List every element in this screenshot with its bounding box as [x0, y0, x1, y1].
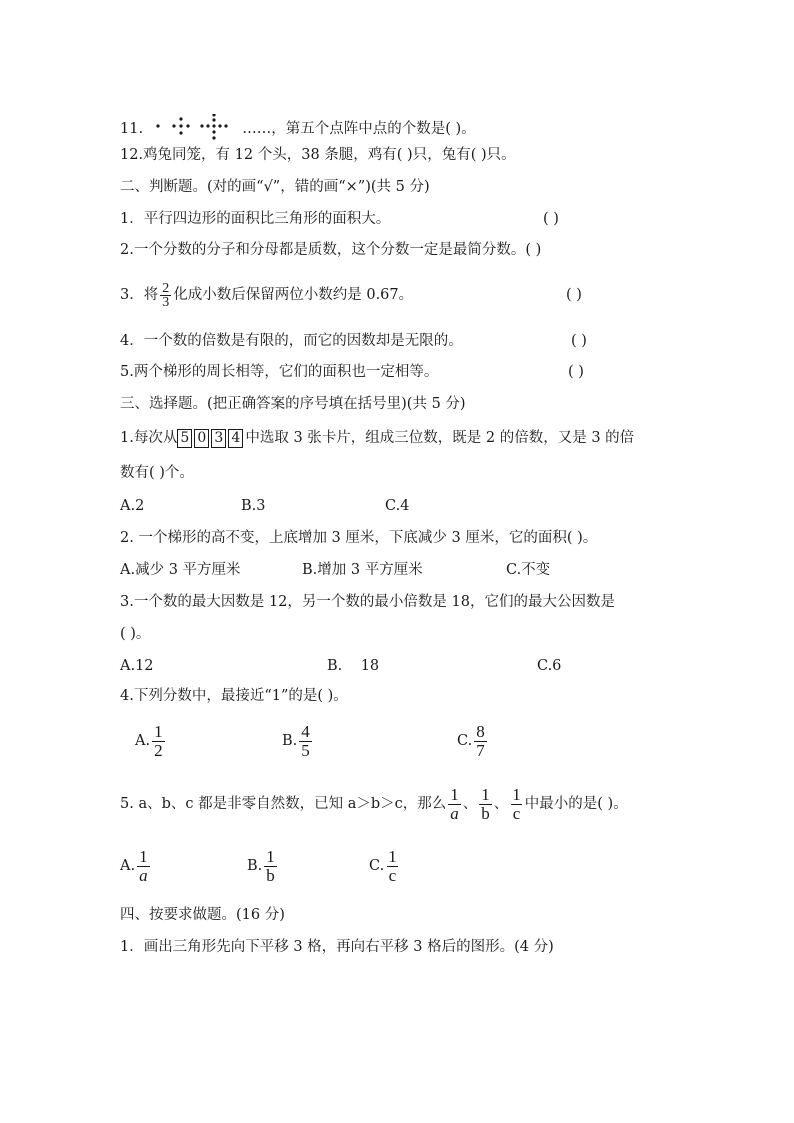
- choice-2-option-a[interactable]: A.减少 3 平方厘米: [120, 562, 241, 578]
- judge-question-1: 1．平行四边形的面积比三角形的面积大。: [120, 211, 391, 227]
- fraction-one-over-b: [264, 848, 277, 885]
- option-label: A.: [120, 858, 136, 874]
- choice-1-option-b[interactable]: B.3: [241, 498, 266, 514]
- judge-question-4: 4．一个数的倍数是有限的，而它的因数却是无限的。: [120, 333, 463, 349]
- judge-question-2: 2.一个分数的分子和分母都是质数，这个分数一定是最简分数。( ): [120, 242, 542, 258]
- fraction-denominator: 5: [301, 740, 310, 760]
- digit-card-5: 5: [177, 429, 192, 448]
- choice-5-option-a[interactable]: [120, 845, 152, 887]
- judge-answer-3[interactable]: ( ): [566, 287, 582, 303]
- choice-question-1-prefix: 1.每次从: [120, 430, 178, 446]
- fraction-four-fifths: [299, 723, 312, 760]
- dot-pattern-3: [200, 114, 227, 140]
- digit-card-0: 0: [194, 429, 209, 448]
- choice-4-option-a[interactable]: [135, 720, 167, 762]
- choice-question-2: 2. 一个梯形的高不变，上底增加 3 厘米，下底减少 3 厘米，它的面积( )。: [120, 530, 598, 546]
- judge-question-3-suffix: 化成小数后保留两位小数约是 0.67。: [173, 287, 414, 303]
- fraction-two-thirds: [160, 282, 171, 309]
- fraction-one-over-c: [386, 848, 399, 885]
- choice-2-option-c[interactable]: C.不变: [506, 562, 551, 578]
- judge-question-5: 5.两个梯形的周长相等，它们的面积也一定相等。: [120, 364, 439, 380]
- fraction-denominator: a: [139, 865, 148, 885]
- section-3-title: 三、选择题。(把正确答案的序号填在括号里)(共 5 分): [120, 396, 466, 412]
- fraction-numerator: 2: [162, 280, 170, 296]
- judge-answer-5[interactable]: ( ): [568, 364, 584, 380]
- choice-question-3-cont: ( )。: [120, 626, 151, 642]
- fraction-denominator: 7: [476, 740, 485, 760]
- digit-card-3: 3: [211, 429, 226, 448]
- question-11: [120, 114, 476, 144]
- fraction-eight-sevenths: [474, 723, 487, 760]
- section-4-question-1: 1．画出三角形先向下平移 3 格，再向右平移 3 格后的图形。(4 分): [120, 939, 554, 955]
- fraction-numerator: 1: [266, 846, 275, 866]
- fraction-numerator: 8: [476, 721, 485, 741]
- fraction-numerator: 1: [450, 784, 459, 804]
- dot-pattern-2: [172, 117, 189, 134]
- question-11-number: 11.: [120, 121, 144, 137]
- choice-4-option-b[interactable]: [282, 720, 314, 762]
- choice-question-5: [120, 783, 628, 825]
- fraction-denominator: 2: [154, 740, 163, 760]
- fraction-denominator: c: [512, 803, 521, 823]
- choice-5-option-b[interactable]: [247, 845, 279, 887]
- choice-5-option-c[interactable]: [369, 845, 401, 887]
- choice-2-option-b[interactable]: B.增加 3 平方厘米: [302, 562, 423, 578]
- fraction-one-half: [152, 723, 165, 760]
- separator: 、: [493, 796, 509, 812]
- fraction-one-over-a: [448, 786, 461, 823]
- question-11-text: ，第五个点阵中点的个数是( )。: [271, 121, 476, 137]
- ellipsis: ……: [242, 121, 272, 137]
- fraction-one-over-c: [510, 786, 523, 823]
- judge-question-3: [120, 278, 413, 312]
- choice-question-5-suffix: 中最小的是( )。: [524, 796, 628, 812]
- fraction-numerator: 4: [301, 721, 310, 741]
- question-12: 12.鸡兔同笼，有 12 个头，38 条腿，鸡有( )只，兔有( )只。: [120, 147, 516, 163]
- fraction-numerator: 1: [139, 846, 148, 866]
- section-2-title: 二、判断题。(对的画“√”，错的画“×”)(共 5 分): [120, 179, 430, 195]
- choice-1-option-a[interactable]: A.2: [120, 498, 145, 514]
- option-label: C.: [457, 733, 473, 749]
- judge-answer-4[interactable]: ( ): [571, 333, 587, 349]
- fraction-denominator: a: [450, 803, 459, 823]
- fraction-numerator: 1: [512, 784, 521, 804]
- section-4-title: 四、按要求做题。(16 分): [120, 907, 285, 923]
- choice-3-option-a[interactable]: A.12: [120, 658, 154, 674]
- choice-3-option-c[interactable]: C.6: [537, 658, 562, 674]
- choice-3-option-b[interactable]: B. 18: [327, 658, 380, 674]
- fraction-denominator: b: [481, 803, 490, 823]
- fraction-numerator: 1: [388, 846, 397, 866]
- option-label: A.: [135, 733, 151, 749]
- option-label: B.: [247, 858, 263, 874]
- fraction-numerator: 1: [481, 784, 490, 804]
- separator: 、: [462, 796, 478, 812]
- choice-question-1: [120, 428, 634, 448]
- fraction-denominator: 3: [162, 294, 170, 310]
- choice-question-4: 4.下列分数中，最接近“1”的是( )。: [120, 688, 348, 704]
- choice-question-1-suffix: 中选取 3 张卡片，组成三位数，既是 2 的倍数，又是 3 的倍: [245, 430, 635, 446]
- fraction-denominator: c: [388, 865, 397, 885]
- choice-question-3: 3.一个数的最大因数是 12，另一个数的最小倍数是 18，它们的最大公因数是: [120, 594, 615, 610]
- choice-4-option-c[interactable]: [457, 720, 489, 762]
- fraction-denominator: b: [266, 865, 275, 885]
- digit-card-4: 4: [228, 429, 243, 448]
- fraction-one-over-a: [137, 848, 150, 885]
- fraction-one-over-b: [479, 786, 492, 823]
- choice-question-1-cont: 数有( )个。: [120, 465, 194, 481]
- option-label: B.: [282, 733, 298, 749]
- choice-question-5-prefix: 5. a、b、c 都是非零自然数，已知 a＞b＞c，那么: [120, 796, 447, 812]
- dot-pattern-1: [156, 124, 159, 127]
- dot-pattern-figure: [148, 114, 238, 144]
- option-label: C.: [369, 858, 385, 874]
- judge-question-3-prefix: 3．将: [120, 287, 159, 303]
- judge-answer-1[interactable]: ( ): [543, 211, 559, 227]
- fraction-numerator: 1: [154, 721, 163, 741]
- choice-1-option-c[interactable]: C.4: [385, 498, 410, 514]
